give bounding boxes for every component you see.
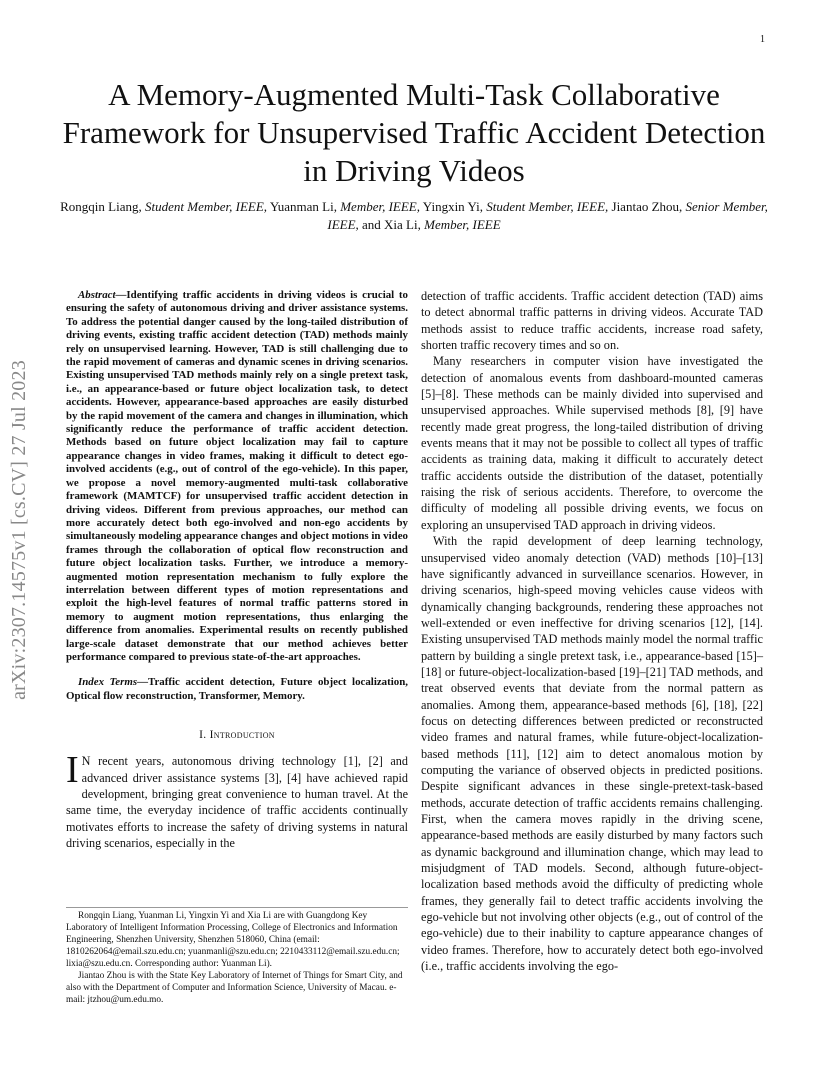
right-column <box>421 288 763 974</box>
body-paragraph: With the rapid development of deep learning technology, unsupervised video anomaly detection (VAD) methods [10]–[13] have significantly advanced in surveillance scenarios. However, in driving scenarios, high-speed moving vehicles cause videos with dynamically changing backgrounds, rendering these approaches not well-extended or even ineffective for driving scenarios [12], [14]. Existing unsupervised TAD methods mainly model the normal traffic pattern by building a single pretext task, i.e., appearance-based [15]–[18] or future-object-localization-based [19]–[21] TAD methods, and treat observed events that deviate from the normal pattern as anomalies. Among them, appearance-based methods [6], [18], [22] focus on detecting differences between predicted or reconstructed video frames and natural frames, while future-object-localization-based methods [11], [12] aim to detect anomalous motion by computing the variance of observed objects in predicted positions. Despite significant advances in these single-pretext-task-based methods, accurate detection of traffic accidents remains challenging. First, when the camera moves rapidly in the driving scene, appearance-based methods are easily disturbed by many factors such as dynamic background and illumination change, which may lead to misjudgment of TAD models. Second, although future-object-localization based methods avoid the difficulty of predicting whole frames, they generally fail to detect traffic accidents involving the ego-vehicle but not involving other objects (e.g., out of control of the ego-vehicle) due to their inability to capture appearance changes of video frames. Therefore, how to accurately detect both ego-involved (i.e., traffic accidents involving the ego- <box>421 534 763 974</box>
paper-title: A Memory-Augmented Multi-Task Collaborative Framework for Unsupervised Traffic Accident Detection in Driving Videos <box>62 77 766 188</box>
index-terms <box>66 676 408 703</box>
intro-paragraph <box>66 749 408 851</box>
dropcap: I <box>66 749 79 792</box>
body-paragraph: Many researchers in computer vision have investigated the detection of anomalous events from dashboard-mounted cameras [5]–[8]. These methods can be mainly divided into supervised and unsupervised approaches. While supervised methods [8], [9] have recently made great progress, the long-tailed distribution of driving events means that it may not be possible to collect all types of traffic accidents as training data, making it difficult to accurately detect traffic accidents outside the distribution of the dataset, potentially raising the risk of serious accidents. Therefore, to overcome the difficulty of modeling all possible driving events, we focus on exploring an unsupervised TAD approach in driving videos. <box>421 354 763 532</box>
abstract-lead: Abstract <box>78 289 116 301</box>
page-number: 1 <box>760 34 765 45</box>
section-heading <box>66 727 408 743</box>
author-name: and Xia Li, <box>362 217 421 232</box>
index-terms-body: —Traffic accident detection, Future object localization, Optical flow reconstruction, Transformer, Memory. <box>66 676 408 702</box>
footnote-affiliation-1: Rongqin Liang, Yuanman Li, Yingxin Yi and Xia Li are with Guangdong Key Laboratory of Intelligent Information Processing, College of Electronics and Information Engineering, Shenzhen University, Shenzhen 518060, China (email: 1810262064@email.szu.edu.cn; yuanmanli@szu.edu.cn; 2210433112@email.szu.edu.cn; lixia@szu.edu.cn. Corresponding author: Yuanman Li). <box>66 911 400 969</box>
author-list <box>60 198 768 234</box>
index-terms-lead: Index Terms <box>78 676 138 689</box>
author-name: Rongqin Liang, <box>60 199 142 214</box>
abstract <box>66 289 408 664</box>
author-role: Member, IEEE, <box>340 199 420 214</box>
section-number: I. <box>199 729 207 742</box>
body-paragraph: detection of traffic accidents. Traffic accident detection (TAD) aims to detect abnormal traffic patterns in driving videos. Accurate TAD methods assist to reduce traffic accidents, increase road safety, shorten traffic recovery times and so on. <box>421 289 763 353</box>
abstract-body: —Identifying traffic accidents in driving videos is crucial to ensuring the safety of autonomous driving and driver assistance systems. To address the potential danger caused by the long-tailed distribution of driving events, existing traffic accident detection (TAD) methods mainly rely on unsupervised learning. However, TAD is still challenging due to the rapid movement of cameras and dynamic scenes in driving scenarios. Existing unsupervised TAD methods mainly rely on a single pretext task, i.e., an appearance-based or future object localization task, to detect accidents. However, appearance-based approaches are easily disturbed by the rapid movement of the camera and changes in illumination, which significantly reduce the performance of traffic accident detection. Methods based on future object localization may fail to capture appearance changes in video frames, making it difficult to detect ego-involved accidents (e.g., out of control of the ego-vehicle). In this paper, we propose a novel memory-augmented multi-task collaborative framework (MAMTCF) for unsupervised traffic accident detection in driving videos. Different from previous approaches, our method can more accurately detect both ego-involved and non-ego accidents by simultaneously modeling appearance changes and object motions in video frames through the collaboration of optical flow reconstruction and future object localization tasks. Further, we introduce a memory-augmented motion representation mechanism to fully explore the interrelation between different types of motion representations and exploit the high-level features of normal traffic patterns stored in memory to augment motion representations, thus enlarging the difference from anomalies. Experimental results on recently published large-scale dataset demonstrate that our method achieves better performance compared to previous state-of-the-art approaches. <box>66 289 408 663</box>
intro-text: N recent years, autonomous driving technology [1], [2] and advanced driver assistance systems [3], [4] have achieved rapid development, bringing great convenience to human travel. At the same time, the everyday incidence of traffic accidents continually motivates efforts to increase the safety of driving systems in natural driving scenarios, especially in the <box>66 754 408 850</box>
author-role: Member, IEEE <box>424 217 501 232</box>
author-name: Yuanman Li, <box>269 199 337 214</box>
footnote-affiliation-2: Jiantao Zhou is with the State Key Laboratory of Internet of Things for Smart City, and also with the Department of Computer and Information Science, University of Macau. e-mail: jtzhou@um.edu.mo. <box>66 971 403 1005</box>
author-name: Yingxin Yi, <box>422 199 483 214</box>
author-name: Jiantao Zhou, <box>611 199 683 214</box>
arxiv-stamp[interactable]: arXiv:2307.14575v1 [cs.CV] 27 Jul 2023 <box>8 360 30 700</box>
section-title: Introduction <box>209 729 275 742</box>
left-column <box>66 289 408 851</box>
author-role: Student Member, IEEE, <box>145 199 268 214</box>
author-role: Student Member, IEEE, <box>486 199 609 214</box>
author-role: Senior Member, IEEE, <box>327 199 768 232</box>
footnotes <box>66 907 408 1006</box>
